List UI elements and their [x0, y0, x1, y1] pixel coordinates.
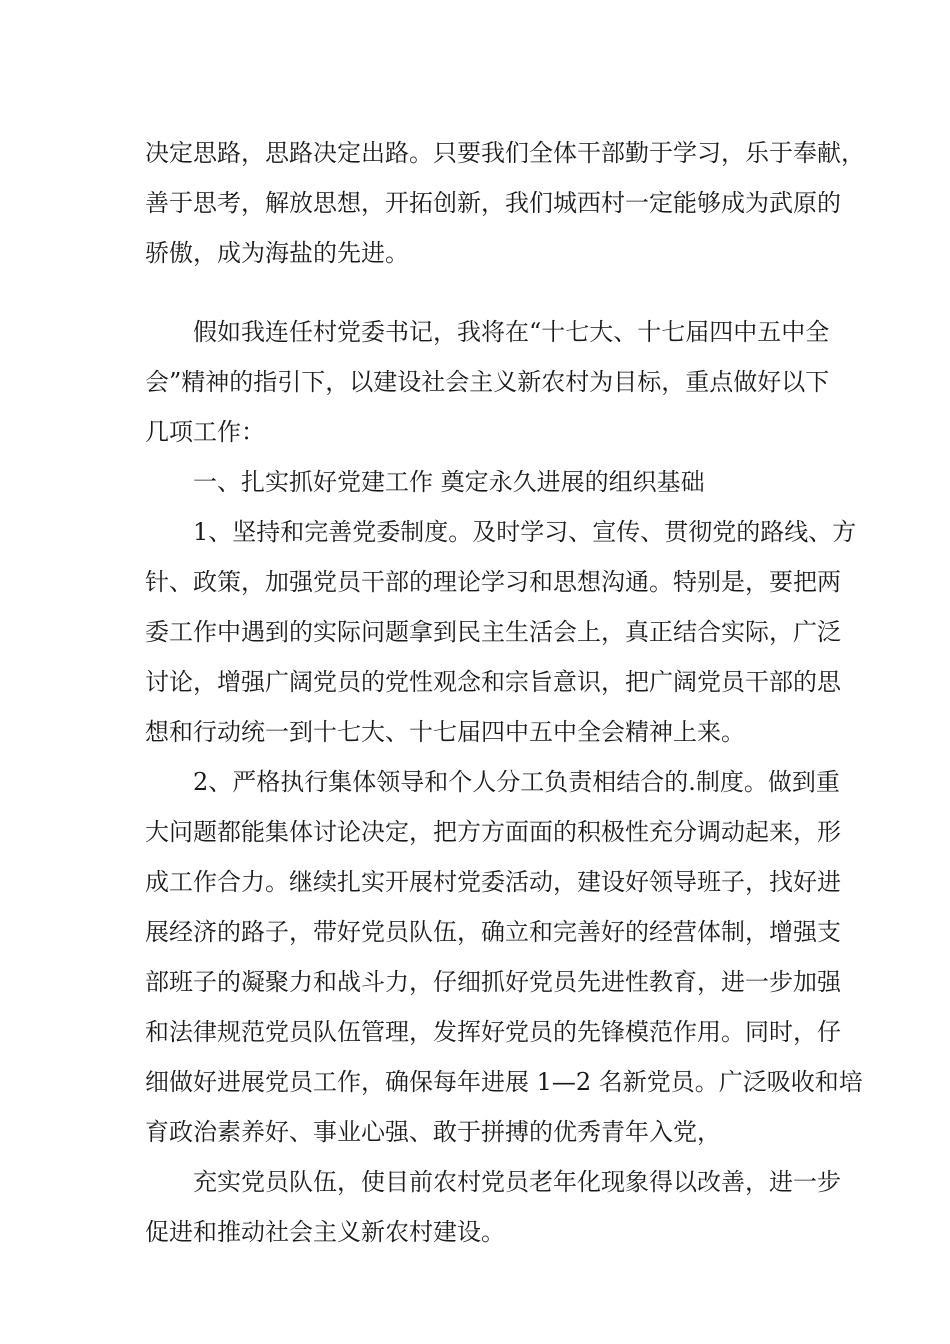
section-heading: 一、扎实抓好党建工作 奠定永久进展的组织基础	[193, 468, 705, 496]
text-line: 几项工作：	[145, 418, 265, 446]
text-line: 细做好进展党员工作，确保每年进展 1—2 名新党员。广泛吸收和培	[145, 1068, 863, 1096]
blank-line	[145, 278, 820, 307]
document-body	[145, 128, 865, 1257]
text-line: 部班子的凝聚力和战斗力，仔细抓好党员先进性教育，进一步加强	[145, 968, 841, 996]
text-line: 促进和推动社会主义新农村建设。	[145, 1218, 505, 1246]
text-line: 和法律规范党员队伍管理，发挥好党员的先锋模范作用。同时，仔	[145, 1018, 841, 1046]
text-line: 想和行动统一到十七大、十七届四中五中全会精神上来。	[145, 718, 745, 746]
text-line: 委工作中遇到的实际问题拿到民主生活会上，真正结合实际，广泛	[145, 618, 841, 646]
text-line: 决定思路，思路决定出路。只要我们全体干部勤于学习，乐于奉献，	[145, 139, 865, 167]
text-line: 1、坚持和完善党委制度。及时学习、宣传、贯彻党的路线、方	[193, 518, 857, 546]
text-line: 针、政策，加强党员干部的理论学习和思想沟通。特别是，要把两	[145, 568, 841, 596]
text-line: 善于思考，解放思想，开拓创新，我们城西村一定能够成为武原的	[145, 189, 841, 217]
text-line: 大问题都能集体讨论决定，把方方面面的积极性充分调动起来，形	[145, 818, 841, 846]
text-line: 会”精神的指引下，以建设社会主义新农村为目标，重点做好以下	[145, 368, 830, 396]
text-line: 2、严格执行集体领导和个人分工负责相结合的.制度。做到重	[193, 768, 840, 796]
text-line: 成工作合力。继续扎实开展村党委活动，建设好领导班子，找好进	[145, 868, 841, 896]
text-line: 育政治素养好、事业心强、敢于拼搏的优秀青年入党，	[145, 1118, 721, 1146]
text-line: 讨论，增强广阔党员的党性观念和宗旨意识，把广阔党员干部的思	[145, 668, 841, 696]
text-line: 骄傲，成为海盐的先进。	[145, 239, 409, 267]
text-line: 充实党员队伍，使目前农村党员老年化现象得以改善，进一步	[193, 1168, 841, 1196]
text-line: 假如我连任村党委书记，我将在“十七大、十七届四中五中全	[193, 318, 830, 346]
text-line: 展经济的路子，带好党员队伍，确立和完善好的经营体制，增强支	[145, 918, 841, 946]
